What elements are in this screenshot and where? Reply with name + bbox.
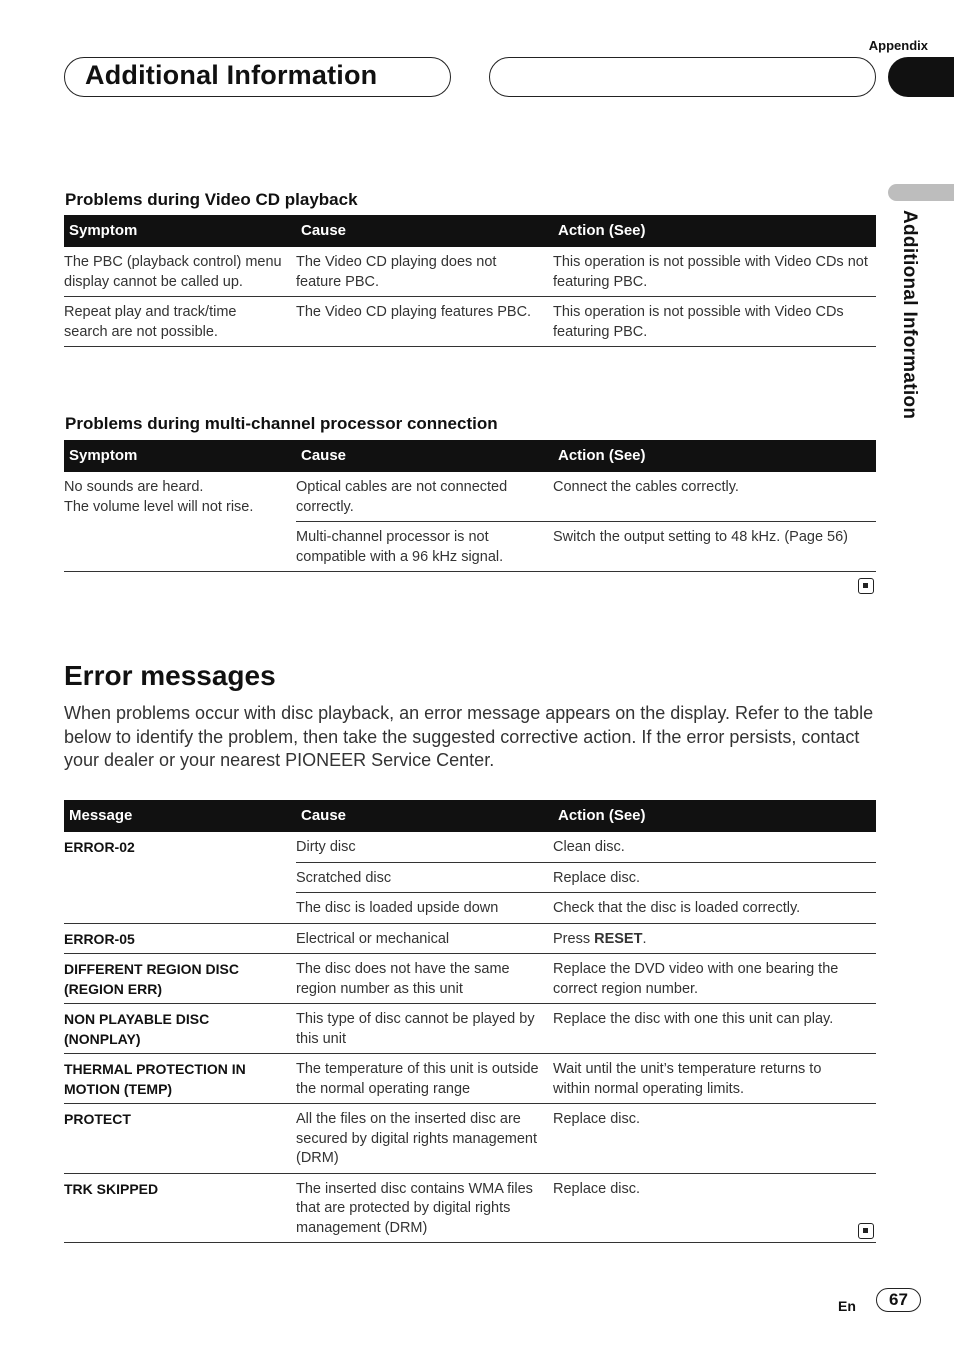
action-cell: This operation is not possible with Video CDs not featuring PBC.	[553, 247, 876, 297]
table-row	[64, 472, 876, 522]
table-row	[64, 954, 876, 1004]
cause-cell: Electrical or mechanical	[296, 923, 553, 954]
mcp-heading: Problems during multi-channel processor connection	[65, 414, 498, 433]
side-section-label: Additional Information	[899, 210, 920, 420]
table-row	[64, 1004, 876, 1054]
message-cell: DIFFERENT REGION DISC (REGION ERR)	[64, 954, 296, 1004]
message-cell: ERROR-05	[64, 923, 296, 954]
header-black-tab	[888, 57, 954, 97]
symptom-cell: Repeat play and track/time search are not possible.	[64, 297, 296, 347]
action-cell: This operation is not possible with Video CDs featuring PBC.	[553, 297, 876, 347]
table-row	[64, 297, 876, 347]
action-text: .	[642, 930, 647, 947]
table-row	[64, 832, 876, 862]
symptom-cell	[64, 472, 296, 572]
cause-cell: Multi-channel processor is not compatible with a 96 kHz signal.	[296, 522, 553, 572]
column-header-symptom: Symptom	[64, 440, 296, 472]
column-header-action: Action (See)	[553, 440, 876, 472]
table-row	[64, 923, 876, 954]
table-row	[64, 1104, 876, 1174]
message-cell: NON PLAYABLE DISC (NONPLAY)	[64, 1004, 296, 1054]
section-end-icon	[858, 578, 874, 594]
action-cell: Replace the DVD video with one bearing the correct region number.	[553, 954, 876, 1004]
action-cell: Connect the cables correctly.	[553, 472, 876, 522]
side-grey-tab	[888, 184, 954, 201]
message-cell: PROTECT	[64, 1104, 296, 1174]
error-table	[64, 800, 876, 1243]
header-title-box	[64, 57, 451, 97]
column-header-cause: Cause	[296, 800, 553, 832]
vcd-heading: Problems during Video CD playback	[65, 190, 358, 209]
message-cell: ERROR-02	[64, 832, 296, 923]
action-cell: Replace disc.	[553, 1104, 876, 1174]
table-row	[64, 1173, 876, 1243]
symptom-cell: The PBC (playback control) menu display cannot be called up.	[64, 247, 296, 297]
error-messages-title: Error messages	[64, 660, 276, 691]
column-header-message: Message	[64, 800, 296, 832]
reset-key-label: RESET	[594, 930, 643, 947]
page-title: Additional Information	[85, 60, 378, 90]
symptom-line: The volume level will not rise.	[64, 498, 254, 515]
section-end-icon	[858, 1223, 874, 1239]
action-cell: Check that the disc is loaded correctly.	[553, 893, 876, 924]
column-header-cause: Cause	[296, 215, 553, 247]
table-row	[64, 1054, 876, 1104]
table-header-row	[64, 800, 876, 832]
language-label: En	[838, 1298, 856, 1314]
mcp-table	[64, 440, 876, 572]
header-empty-box	[489, 57, 876, 97]
cause-cell: The temperature of this unit is outside the normal operating range	[296, 1054, 553, 1104]
action-cell: Replace disc.	[553, 862, 876, 893]
table-row	[64, 247, 876, 297]
column-header-cause: Cause	[296, 440, 553, 472]
cause-cell: The Video CD playing does not feature PBC.	[296, 247, 553, 297]
column-header-symptom: Symptom	[64, 215, 296, 247]
cause-cell: The disc is loaded upside down	[296, 893, 553, 924]
action-cell: Replace the disc with one this unit can play.	[553, 1004, 876, 1054]
action-cell	[553, 923, 876, 954]
appendix-label: Appendix	[868, 38, 928, 53]
table-header-row	[64, 440, 876, 472]
cause-cell: The Video CD playing features PBC.	[296, 297, 553, 347]
vcd-table	[64, 215, 876, 347]
error-messages-intro: When problems occur with disc playback, an error message appears on the display. Refer to the table below to identify the problem, then take the suggested corrective action. If the error persists, contact your dealer or your nearest PIONEER Service Center.	[64, 703, 874, 770]
cause-cell: Dirty disc	[296, 832, 553, 862]
message-cell: THERMAL PROTECTION IN MOTION (TEMP)	[64, 1054, 296, 1104]
message-cell: TRK SKIPPED	[64, 1173, 296, 1243]
action-text: Press	[553, 930, 595, 947]
action-cell: Replace disc.	[553, 1173, 876, 1243]
cause-cell: The disc does not have the same region number as this unit	[296, 954, 553, 1004]
column-header-action: Action (See)	[553, 800, 876, 832]
cause-cell: Scratched disc	[296, 862, 553, 893]
page-number: 67	[876, 1288, 921, 1312]
cause-cell: This type of disc cannot be played by this unit	[296, 1004, 553, 1054]
symptom-line: No sounds are heard.	[64, 479, 204, 495]
action-cell: Switch the output setting to 48 kHz. (Page 56)	[553, 522, 876, 572]
cause-cell: Optical cables are not connected correctly.	[296, 472, 553, 522]
cause-cell: The inserted disc contains WMA files that are protected by digital rights management (DRM)	[296, 1173, 553, 1243]
action-cell: Wait until the unit’s temperature returns to within normal operating limits.	[553, 1054, 876, 1104]
cause-cell: All the files on the inserted disc are secured by digital rights management (DRM)	[296, 1104, 553, 1174]
table-header-row	[64, 215, 876, 247]
column-header-action: Action (See)	[553, 215, 876, 247]
action-cell: Clean disc.	[553, 832, 876, 862]
